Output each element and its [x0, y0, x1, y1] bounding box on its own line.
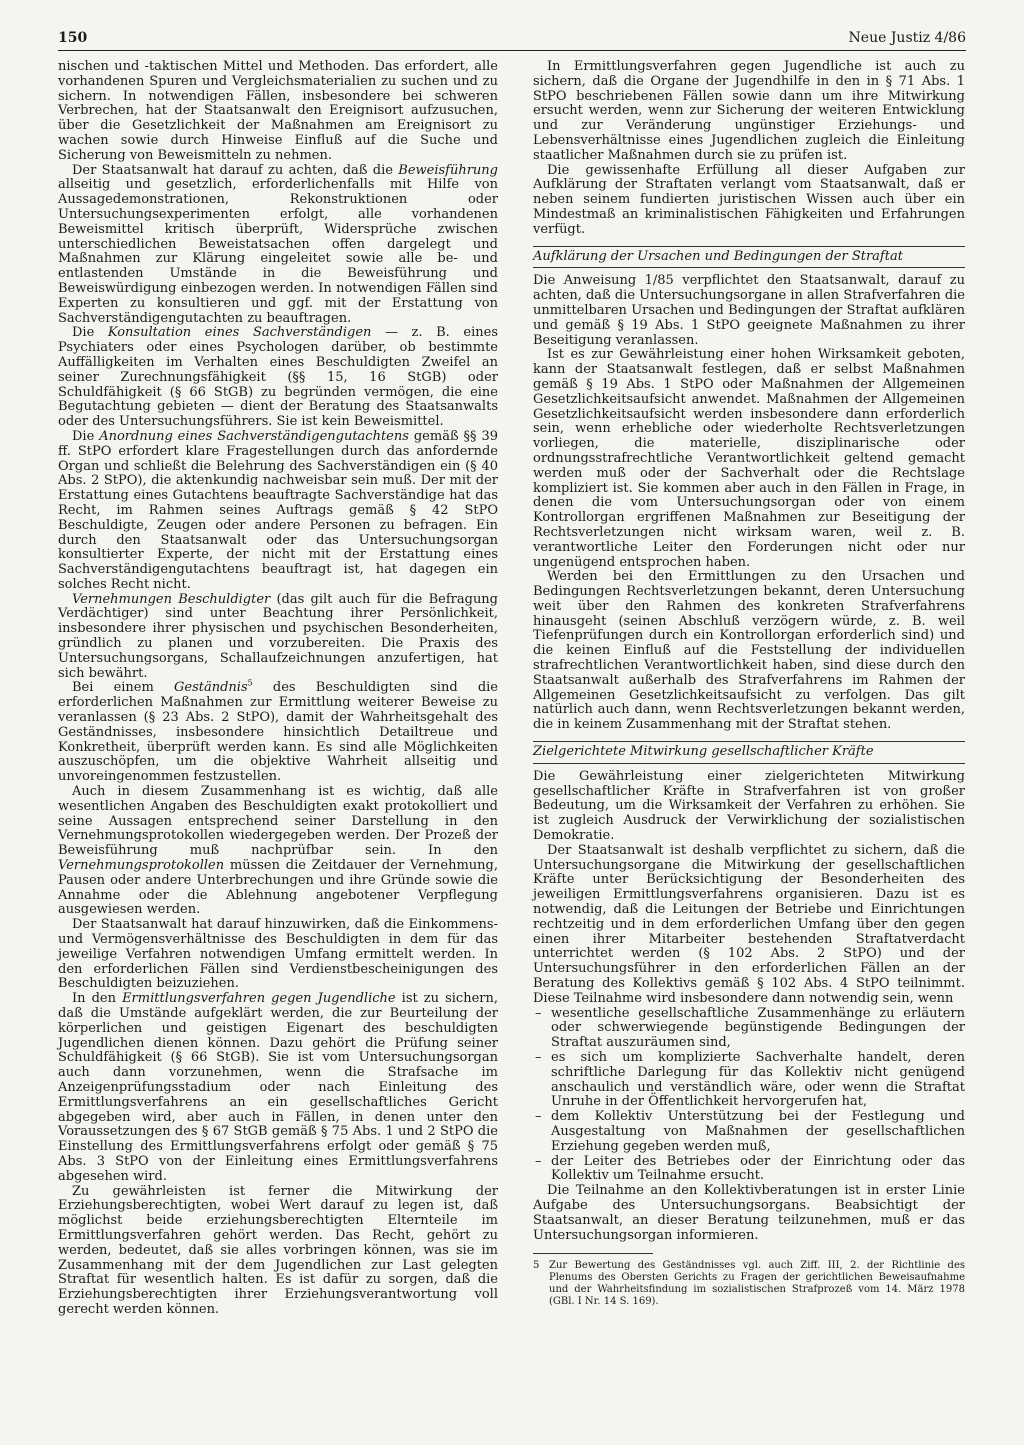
paragraph: Ist es zur Gewährleistung einer hohen Wirksamkeit geboten, kann der Staatsanwalt festlegen, daß er selbst Maßnahmen gemäß § 19 Abs. 1 StPO oder Maßnahmen der Allgemeinen Gesetzlichkeitsaufsicht anwendet. Maßnahmen der Allgemeinen Gesetzlichkeitsaufsicht werden insbesondere dann erforderlich sein, wenn erhebliche oder wiederholte Rechtsverletzungen vorliegen, die materielle, disziplinarische oder ordnungsstrafrechtliche Verantwortlichkeit geltend gemacht werden muß oder der Sachverhalt oder die Rechtslage kompliziert ist. Sie kommen aber auch in den Fällen in Frage, in denen die vom Untersuchungsorgan oder von einem Kontrollorgan ergriffenen Maßnahmen zur Beseitigung der Rechtsverletzungen nicht wirksam waren, weil z. B. verantwortliche Leiter den Forderungen nicht oder nur ungenügend entsprochen haben. [533, 347, 965, 570]
footnote [533, 1260, 965, 1308]
paragraph: Vernehmungen Beschuldigter (das gilt auch für die Befragung Verdächtiger) sind unter Beachtung ihrer Persönlichkeit, insbesondere ihrer physischen und psychischen Besonderheiten, gründlich zu planen und vorzubereiten. Die Praxis des Untersuchungsorgans, Schallaufzeichnungen anzufertigen, hat sich bewährt. [58, 591, 499, 681]
section-heading: Aufklärung der Ursachen und Bedingungen der Straftat [533, 246, 965, 269]
paragraph: Der Staatsanwalt ist deshalb verpflichtet zu sichern, daß die Untersuchungsorgane die Mitwirkung der gesellschaftlichen Kräfte unter Berücksichtigung der Besonderheiten des jeweiligen Ermittlungsverfahrens organisieren. Dazu ist es notwendig, daß die Leitungen der Betriebe und Einrichtungen rechtzeitig und in dem erforderlichen Umfang über den gegen einen ihrer Mitarbeiter bestehenden Straftatverdacht unterrichtet werden (§ 102 Abs. 2 StPO) und der Untersuchungsführer in den erforderlichen Fällen an der Beratung des Kollektivs gemäß § 102 Abs. 4 StPO teilnimmt. Diese Teilnahme wird insbesondere dann notwendig sein, wenn [533, 842, 965, 1006]
paragraph: In Ermittlungsverfahren gegen Jugendliche ist auch zu sichern, daß die Organe der Jugendhilfe in den in § 71 Abs. 1 StPO beschriebenen Fällen sowie dann um ihre Mitwirkung ersucht werden, wenn zur Sicherung der weiteren Entwicklung und zur Veränderung ungünstiger Erziehungs- und Lebensverhältnisse eines Jugendlichen zugleich die Einleitung staatlicher Maßnahmen durch sie zu prüfen ist. [533, 59, 965, 163]
section-heading: Zielgerichtete Mitwirkung gesellschaftlicher Kräfte [533, 741, 965, 764]
paragraph: Die Teilnahme an den Kollektivberatungen ist in erster Linie Aufgabe des Untersuchungsorgans. Beabsichtigt der Staatsanwalt, an dieser Beratung teilzunehmen, muß er das Untersuchungsorgan informieren. [533, 1183, 965, 1243]
list-item: – dem Kollektiv Unterstützung bei der Festlegung und Ausgestaltung von Maßnahmen der gesellschaftlichen Erziehung gegeben werden muß, [551, 1110, 965, 1154]
page-header [58, 28, 966, 51]
paragraph: In den Ermittlungsverfahren gegen Jugendliche ist zu sichern, daß die Umstände aufgeklärt werden, die zur Beurteilung der körperlichen und geistigen Eigenart des beschuldigten Jugendlichen dienen können. Dazu gehört die Prüfung seiner Schuldfähigkeit (§ 66 StGB). Sie ist vom Untersuchungsorgan auch dann vorzunehmen, wenn die Strafsache im Anzeigenprüfungsstadium oder nach Einleitung des Ermittlungsverfahrens an ein gesellschaftliches Gericht abgegeben wird, aber auch in Fällen, in denen unter den Voraussetzungen des § 67 StGB gemäß § 75 Abs. 1 und 2 StPO die Einstellung des Ermittlungsverfahrens erfolgt oder gemäß § 75 Abs. 3 StPO von der Einleitung eines Ermittlungsverfahrens abgesehen wird. [58, 991, 498, 1184]
paragraph: Die gewissenhafte Erfüllung all dieser Aufgaben zur Aufklärung der Straftaten verlangt vom Staatsanwalt, daß er neben seinem fundierten juristischen Wissen auch über ein Mindestmaß an kriminalistischen Fähigkeiten und Erfahrungen verfügt. [533, 162, 965, 237]
dash-list [533, 1007, 965, 1185]
paragraph: Die Gewährleistung einer zielgerichteten Mitwirkung gesellschaftlicher Kräfte in Strafverfahren ist von großer Bedeutung, um die Wirksamkeit der Verfahren zu erhöhen. Sie ist zugleich Ausdruck der Verwirklichung der sozialistischen Demokratie. [533, 768, 965, 844]
list-item: – es sich um komplizierte Sachverhalte handelt, deren schriftliche Darlegung für das Kollektiv nicht genügend anschaulich und verständlich wäre, oder wenn die Straftat Unruhe in der Öffentlichkeit hervorgerufen hat, [551, 1051, 965, 1110]
paragraph: Die Anweisung 1/85 verpflichtet den Staatsanwalt, darauf zu achten, daß die Untersuchungsorgane in allen Strafverfahren die unmittelbaren Ursachen und Bedingungen der Straftat aufklären und gemäß § 19 Abs. 1 StPO geeignete Maßnahmen zu ihrer Beseitigung veranlassen. [533, 273, 965, 348]
paragraph: nischen und -taktischen Mittel und Methoden. Das erfordert, alle vorhandenen Spuren und Vergleichsmaterialien zu suchen und zu sichern. In notwendigen Fällen, insbesondere bei schweren Verbrechen, hat der Staatsanwalt den Ereignisort aufzusuchen, über die Gesetzlichkeit der Maßnahmen am Ereignisort zu wachen sowie durch Hinweise Einfluß auf die Suche und Sicherung von Beweismitteln zu nehmen. [58, 59, 498, 163]
paragraph: Die Anordnung eines Sachverständigengutachtens gemäß §§ 39 ff. StPO erfordert klare Fragestellungen durch das anfordernde Organ und schließt die Belehrung des Sachverständigen ein (§ 40 Abs. 2 StPO), die aktenkundig nachweisbar sein muß. Der mit der Erstattung eines Gutachtens beauftragte Sachverständige hat das Recht, im Rahmen seines Auftrags gemäß § 42 StPO Beschuldigte, Zeugen oder andere Personen zu befragen. Ein durch den Staatsanwalt oder das Untersuchungsorgan konsultierter Experte, der nicht mit der Erstattung eines Sachverständigengutachtens beauftragt ist, hat dagegen ein solches Recht nicht. [58, 428, 499, 592]
footnote-ref: 5 [247, 679, 253, 689]
paragraph: Die Konsultation eines Sachverständigen — z. B. eines Psychiaters oder eines Psychologen darüber, ob bestimmte Auffälligkeiten im Verhalten eines Beschuldigten Zweifel an seiner Zurechnungsfähigkeit (§§ 15, 16 StGB) oder Schuldfähigkeit (§ 66 StGB) zu begründen vermögen, die eine Begutachtung gebieten — dient der Beratung des Staatsanwalts oder des Untersuchungsführers. Sie ist kein Beweismittel. [58, 325, 498, 430]
list-item: – wesentliche gesellschaftliche Zusammenhänge zu erläutern oder schwerwiegende begünstigende Bedingungen der Straftat auszuräumen sind, [551, 1007, 965, 1051]
paragraph: Werden bei den Ermittlungen zu den Ursachen und Bedingungen Rechtsverletzungen bekannt, deren Untersuchung weit über den Rahmen des konkreten Strafverfahrens hinausgeht (seinen Abschluß verzögern würde, z. B. weil Tiefenprüfungen durch ein Kontrollorgan erforderlich sind) und die keinen Einfluß auf die Feststellung der individuellen strafrechtlichen Verantwortlichkeit haben, sind diese durch den Staatsanwalt außerhalb des Strafverfahrens im Rahmen der Allgemeinen Gesetzlichkeitsaufsicht zu verfolgen. Das gilt natürlich auch dann, wenn Rechtsverletzungen bekannt werden, die in keinem Zusammenhang mit der Straftat stehen. [533, 569, 965, 733]
paragraph: Auch in diesem Zusammenhang ist es wichtig, daß alle wesentlichen Angaben des Beschuldigten exakt protokolliert und seine Aussagen entsprechend seiner Darstellung in den Vernehmungsprotokollen wiedergegeben werden. Der Prozeß der Beweisführung muß nachprüfbar sein. In den Vernehmungsprotokollen müssen die Zeitdauer der Vernehmung, Pausen oder andere Unterbrechungen und ihre Gründe sowie die Annahme oder die Ablehnung angebotener Verpflegung ausgewiesen werden. [58, 784, 498, 918]
footnote-text: Zur Bewertung des Geständnisses vgl. auch Ziff. III, 2. der Richtlinie des Plenums des Obersten Gerichts zu Fragen der gerichtlichen Beweisaufnahme und der Wahrheitsfindung im sozialistischen Strafprozeß vom 14. März 1978 (GBl. I Nr. 14 S. 169). [549, 1260, 965, 1308]
paragraph: Der Staatsanwalt hat darauf zu achten, daß die Beweisführung allseitig und gesetzlich, erforderlichenfalls mit Hilfe von Aussagedemonstrationen, Rekonstruktionen oder Untersuchungsexperimenten erfolgt, alle vorhandenen Beweismittel kritisch überprüft, Widersprüche zwischen unterschiedlichen Beweistatsachen offen dargelegt und Maßnahmen zur Klärung eingeleitet sowie alle be- und entlastenden Umstände in die Beweisführung und Beweiswürdigung einbezogen werden. In notwendigen Fällen sind Experten zu konsultieren und ggf. mit der Erstattung von Sachverständigengutachten zu beauftragen. [58, 162, 498, 326]
footnote-number: 5 [533, 1260, 540, 1272]
paragraph: Bei einem Geständnis$^5$ des Beschuldigten sind die erforderlichen Maßnahmen zur Ermittlung weiterer Beweise zu veranlassen (§ 23 Abs. 2 StPO), damit der Wahrheitsgehalt des Geständnisses, insbesondere hinsichtlich Detailtreue und Konkretheit, überprüft werden kann. Es sind alle Möglichkeiten auszuschöpfen, um die objektive Wahrheit allseitig und unvoreingenommen festzustellen. [58, 679, 498, 785]
journal-issue: Neue Justiz 4/86 [848, 30, 966, 46]
page-number: 150 [58, 30, 88, 46]
footnote-rule [533, 1253, 653, 1254]
left-column [58, 60, 498, 1318]
list-item: – der Leiter des Betriebes oder der Einrichtung oder das Kollektiv um Teilnahme ersucht. [551, 1155, 965, 1185]
paragraph: Zu gewährleisten ist ferner die Mitwirkung der Erziehungsberechtigten, wobei Wert darauf zu legen ist, daß möglichst beide erziehungsberechtigten Elternteile im Ermittlungsverfahren gehört werden. Das Recht, gehört zu werden, bedeutet, daß sie alles vorbringen können, was sie im Zusammenhang mit der dem Jugendlichen zur Last gelegten Straftat für wesentlich halten. Es ist dafür zu sorgen, daß die Erziehungsberechtigten ihrer Erziehungsverantwortung voll gerecht werden können. [58, 1183, 498, 1317]
paragraph: Der Staatsanwalt hat darauf hinzuwirken, daß die Einkommens- und Vermögensverhältnisse des Beschuldigten in dem für das jeweilige Verfahren notwendigen Umfang ermittelt werden. In den erforderlichen Fällen sind Verdienstbescheinigungen des Beschuldigten beizuziehen. [58, 917, 498, 992]
right-column [533, 60, 965, 1308]
